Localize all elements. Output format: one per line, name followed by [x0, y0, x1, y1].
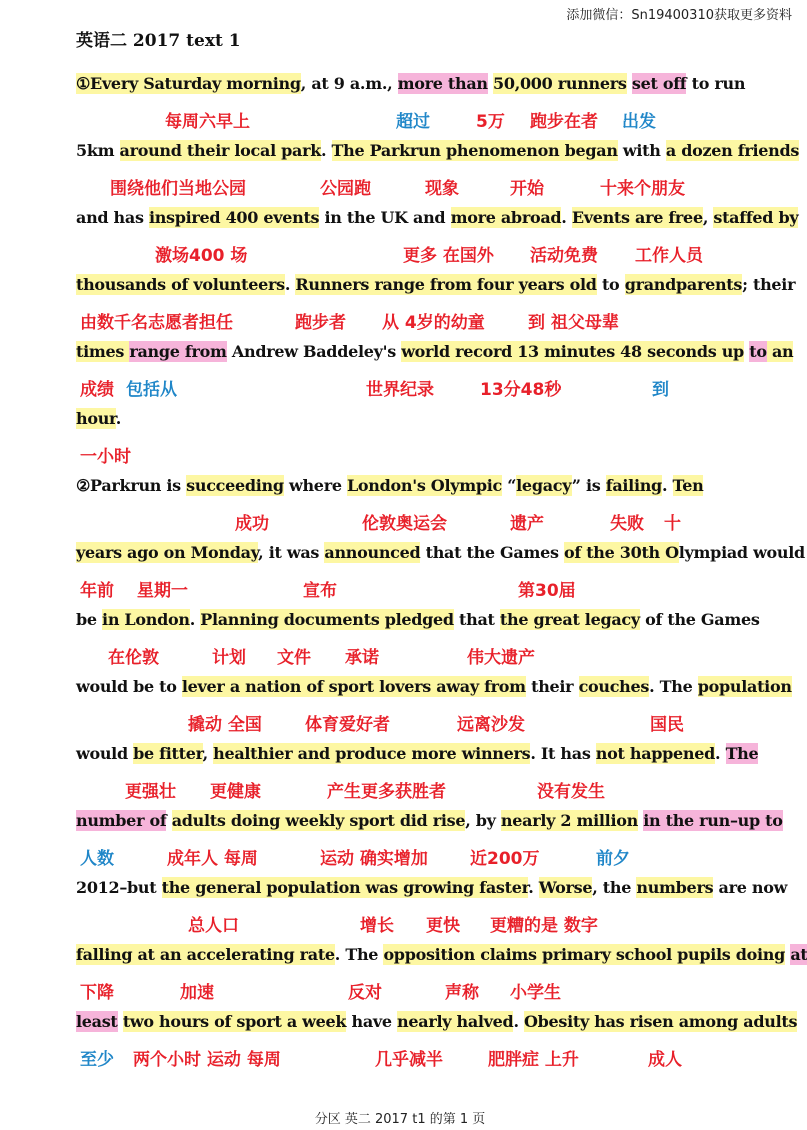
translation-note: 至少 — [80, 1050, 114, 1070]
translation-note: 活动免费 — [530, 246, 598, 266]
translation-note: 远离沙发 — [457, 715, 525, 735]
highlight-yellow: not happened — [595, 744, 716, 763]
translation-note: 两个小时 运动 每周 — [133, 1050, 281, 1070]
translation-note: 每周六早上 — [165, 112, 250, 132]
translation-note: 更糟的是 数字 — [490, 916, 598, 936]
plain-text: . — [715, 744, 726, 763]
highlight-yellow: opposition claims primary school pupils doing — [383, 945, 786, 964]
plain-text: in the UK and — [319, 208, 451, 227]
highlight-yellow: years ago on Monday — [76, 543, 259, 562]
plain-text: and has — [76, 208, 149, 227]
plain-text: that the Games — [420, 543, 564, 562]
highlight-yellow: healthier and produce more winners — [213, 744, 531, 763]
plain-text: . — [561, 208, 572, 227]
highlight-yellow: be fitter — [133, 744, 203, 763]
highlight-yellow: the general population was growing faster — [161, 878, 529, 897]
plain-text: ” is — [571, 476, 606, 495]
translation-note: 更快 — [426, 916, 460, 936]
translation-note: 产生更多获胜者 — [327, 782, 446, 802]
english-line — [76, 275, 796, 294]
translation-line — [0, 174, 800, 200]
plain-text: . — [115, 409, 121, 428]
translation-note: 成功 — [235, 514, 269, 534]
plain-text: ②Parkrun is — [76, 476, 187, 495]
plain-text: , — [202, 744, 214, 763]
translation-note: 撬动 全国 — [188, 715, 262, 735]
highlight-yellow: ①Every Saturday morning — [76, 74, 301, 93]
translation-note: 13分48秒 — [480, 380, 562, 400]
english-line — [76, 1012, 798, 1031]
plain-text: to run — [686, 74, 746, 93]
translation-note: 开始 — [510, 179, 544, 199]
plain-text: of the Games — [639, 610, 760, 629]
highlight-yellow: population — [697, 677, 792, 696]
plain-text: are now — [713, 878, 788, 897]
translation-line — [0, 375, 800, 401]
highlight-yellow: in London — [102, 610, 190, 629]
plain-text: have — [346, 1012, 398, 1031]
highlight-pink: number of — [76, 811, 167, 830]
translation-note: 工作人员 — [635, 246, 703, 266]
translation-line — [0, 978, 800, 1004]
english-line — [76, 208, 799, 227]
translation-line — [0, 777, 800, 803]
highlight-pink: at — [790, 945, 807, 964]
translation-note: 现象 — [425, 179, 459, 199]
highlight-yellow: failing — [605, 476, 662, 495]
highlight-yellow: The Parkrun phenomenon began — [331, 141, 618, 160]
translation-note: 前夕 — [596, 849, 630, 869]
translation-line — [0, 643, 800, 669]
plain-text: “ — [501, 476, 517, 495]
highlight-yellow: times — [76, 342, 130, 361]
translation-note: 文件 — [277, 648, 311, 668]
highlight-pink: in the run–up to — [643, 811, 783, 830]
english-line — [76, 744, 759, 763]
highlight-yellow: legacy — [516, 476, 572, 495]
translation-note: 伟大遗产 — [467, 648, 535, 668]
page-title: 英语二 2017 text 1 — [76, 31, 241, 51]
plain-text: where — [283, 476, 347, 495]
translation-line — [0, 509, 800, 535]
translation-note: 出发 — [622, 112, 656, 132]
highlight-yellow: hour — [76, 409, 116, 428]
plain-text: 2012–but — [76, 878, 162, 897]
english-line — [76, 543, 805, 562]
english-line — [76, 878, 788, 897]
english-line — [76, 476, 756, 495]
plain-text: be — [76, 610, 103, 629]
plain-text: . The — [334, 945, 384, 964]
translation-note: 围绕他们当地公园 — [110, 179, 246, 199]
translation-line — [0, 308, 800, 334]
plain-text: to — [596, 275, 625, 294]
plain-text: , the — [592, 878, 637, 897]
highlight-pink: set off — [631, 74, 687, 93]
plain-text: . — [528, 878, 539, 897]
translation-note: 总人口 — [188, 916, 239, 936]
translation-note: 包括从 — [126, 380, 177, 400]
translation-line — [0, 710, 800, 736]
highlight-pink: The — [725, 744, 759, 763]
highlight-yellow: thousands of volunteers — [76, 275, 285, 294]
translation-note: 几乎减半 — [375, 1050, 443, 1070]
highlight-yellow: London's Olympic — [346, 476, 502, 495]
highlight-pink: more than — [397, 74, 488, 93]
english-line — [76, 677, 792, 696]
translation-note: 宣布 — [303, 581, 337, 601]
translation-note: 十 — [664, 514, 681, 534]
translation-note: 5万 — [476, 112, 505, 132]
plain-text: their — [525, 677, 579, 696]
translation-note: 计划 — [212, 648, 246, 668]
highlight-pink: to — [749, 342, 767, 361]
translation-line — [0, 576, 800, 602]
english-line — [76, 342, 794, 361]
plain-text: . The — [649, 677, 698, 696]
highlight-yellow: succeeding — [186, 476, 284, 495]
translation-note: 星期一 — [137, 581, 188, 601]
translation-note: 承诺 — [345, 648, 379, 668]
watermark-text: 添加微信：Sn19400310获取更多资料 — [566, 8, 792, 23]
plain-text — [166, 810, 171, 831]
translation-note: 下降 — [80, 983, 114, 1003]
highlight-yellow: falling at an accelerating rate — [76, 945, 335, 964]
english-line — [76, 811, 783, 830]
translation-note: 失败 — [610, 514, 644, 534]
translation-note: 反对 — [348, 983, 382, 1003]
highlight-yellow: lever a nation of sport lovers away from — [181, 677, 526, 696]
highlight-pink: least — [76, 1012, 118, 1031]
plain-text: . — [661, 476, 673, 495]
highlight-yellow: more abroad — [450, 208, 562, 227]
highlight-yellow: Obesity has risen among adults — [524, 1012, 798, 1031]
plain-text: . — [189, 610, 201, 629]
translation-note: 加速 — [180, 983, 214, 1003]
highlight-yellow: of the 30th O — [563, 543, 679, 562]
translation-note: 更多 在国外 — [403, 246, 494, 266]
translation-note: 跑步者 — [295, 313, 346, 333]
highlight-yellow: couches — [578, 677, 650, 696]
translation-note: 世界纪录 — [366, 380, 434, 400]
english-line — [76, 610, 760, 629]
translation-note: 国民 — [650, 715, 684, 735]
page-footer: 分区 英二 2017 t1 的第 1 页 — [314, 1112, 486, 1127]
translation-note: 成人 — [648, 1050, 682, 1070]
translation-note: 体育爱好者 — [305, 715, 390, 735]
plain-text: , it was — [258, 543, 325, 562]
plain-text: , at 9 a.m., — [300, 74, 398, 93]
translation-note: 到 祖父母辈 — [528, 313, 619, 333]
highlight-yellow: an — [766, 342, 794, 361]
translation-note: 增长 — [360, 916, 394, 936]
translation-line — [0, 107, 800, 133]
translation-note: 到 — [652, 380, 669, 400]
translation-note: 更健康 — [210, 782, 261, 802]
translation-line — [0, 241, 800, 267]
translation-note: 运动 确实增加 — [320, 849, 428, 869]
highlight-yellow: the great legacy — [499, 610, 640, 629]
english-line — [76, 74, 756, 93]
translation-note: 从 4岁的幼童 — [382, 313, 485, 333]
translation-note: 跑步在者 — [530, 112, 598, 132]
plain-text: ; their — [742, 275, 796, 294]
highlight-yellow: Planning documents pledged — [200, 610, 454, 629]
translation-note: 近200万 — [470, 849, 540, 869]
translation-note: 由数千名志愿者担任 — [80, 313, 233, 333]
plain-text: lympiad would — [678, 543, 805, 562]
translation-note: 小学生 — [510, 983, 561, 1003]
plain-text: , by — [465, 811, 501, 830]
highlight-yellow: Runners range from four years old — [295, 275, 597, 294]
highlight-yellow: grandparents — [624, 275, 743, 294]
translation-note: 在伦敦 — [108, 648, 159, 668]
translation-note: 伦敦奥运会 — [362, 514, 447, 534]
translation-note: 更强壮 — [125, 782, 176, 802]
highlight-yellow: adults doing weekly sport did rise — [171, 811, 466, 830]
translation-line — [0, 844, 800, 870]
translation-note: 激场400 场 — [155, 246, 248, 266]
english-line — [76, 409, 756, 428]
translation-note: 成绩 — [80, 380, 114, 400]
highlight-yellow: two hours of sport a week — [122, 1012, 347, 1031]
highlight-yellow: nearly 2 million — [500, 811, 638, 830]
highlight-yellow: Events are free — [571, 208, 703, 227]
translation-note: 成年人 每周 — [167, 849, 258, 869]
translation-line — [0, 1045, 800, 1071]
translation-note: 一小时 — [80, 447, 131, 467]
english-line — [76, 945, 807, 964]
plain-text: . It has — [530, 744, 596, 763]
translation-note: 声称 — [445, 983, 479, 1003]
highlight-yellow: inspired 400 events — [148, 208, 320, 227]
highlight-yellow: numbers — [636, 878, 714, 897]
highlight-yellow: 50,000 runners — [493, 74, 627, 93]
plain-text: 5km — [76, 141, 120, 160]
plain-text: . — [513, 1012, 524, 1031]
plain-text: that — [453, 610, 500, 629]
translation-note: 超过 — [396, 112, 430, 132]
plain-text: would be to — [76, 677, 182, 696]
plain-text: would — [76, 744, 134, 763]
plain-text: with — [617, 141, 666, 160]
highlight-yellow: a dozen friends — [665, 141, 800, 160]
highlight-yellow: staffed by — [713, 208, 799, 227]
highlight-yellow: Ten — [672, 476, 704, 495]
highlight-yellow: around their local park — [119, 141, 321, 160]
highlight-yellow: world record 13 minutes 48 seconds up — [401, 342, 744, 361]
translation-note: 年前 — [80, 581, 114, 601]
translation-note: 人数 — [80, 849, 114, 869]
plain-text: Andrew Baddeley's — [226, 342, 402, 361]
translation-note: 肥胖症 上升 — [488, 1050, 579, 1070]
highlight-yellow: Worse — [538, 878, 593, 897]
plain-text: , — [702, 208, 714, 227]
translation-line — [0, 442, 800, 468]
english-line — [76, 141, 800, 160]
plain-text: . — [320, 141, 332, 160]
translation-note: 十来个朋友 — [600, 179, 685, 199]
translation-note: 第30届 — [518, 581, 576, 601]
highlight-pink: range from — [129, 342, 227, 361]
highlight-yellow: announced — [324, 543, 421, 562]
translation-line — [0, 911, 800, 937]
highlight-yellow: nearly halved — [397, 1012, 514, 1031]
plain-text: . — [284, 275, 296, 294]
translation-note: 遗产 — [510, 514, 544, 534]
translation-note: 公园跑 — [320, 179, 371, 199]
translation-note: 没有发生 — [537, 782, 605, 802]
